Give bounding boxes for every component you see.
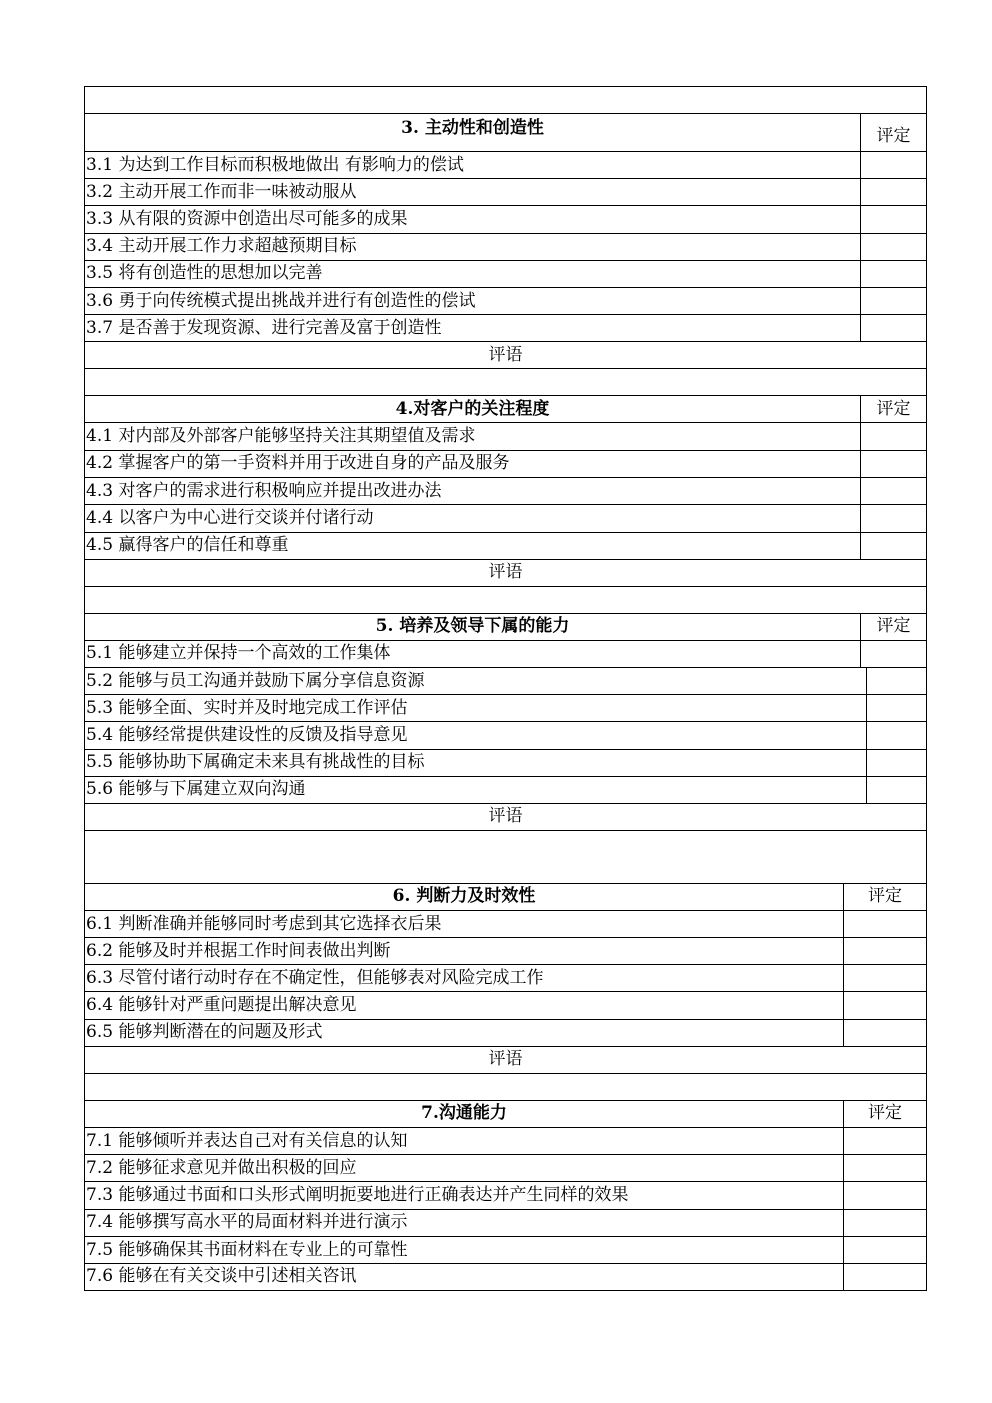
- rating-header: 评定: [860, 614, 926, 640]
- criterion-text: 3.7 是否善于发现资源、进行完善及富于创造性: [86, 317, 442, 338]
- score-cell[interactable]: [860, 423, 926, 449]
- section-header-row: [84, 395, 927, 422]
- section-header-row: [84, 883, 927, 910]
- score-cell[interactable]: [860, 234, 926, 260]
- rating-header: 评定: [843, 1101, 926, 1127]
- score-cell[interactable]: [866, 722, 926, 748]
- criterion-row: [84, 260, 927, 287]
- criterion-text: 6.5 能够判断潜在的问题及形式: [86, 1022, 323, 1043]
- criterion-row: [84, 694, 927, 721]
- criterion-row: [84, 287, 927, 314]
- comment-row[interactable]: [84, 803, 927, 830]
- score-cell[interactable]: [843, 992, 926, 1018]
- criterion-text: 7.2 能够征求意见并做出积极的回应: [86, 1157, 357, 1178]
- criterion-text: 7.5 能够确保其书面材料在专业上的可靠性: [86, 1239, 408, 1260]
- section-title: 4.对客户的关注程度: [395, 398, 550, 419]
- criterion-text: 3.3 从有限的资源中创造出尽可能多的成果: [86, 208, 408, 229]
- score-cell[interactable]: [843, 1237, 926, 1263]
- criterion-row: [84, 504, 927, 531]
- score-cell[interactable]: [860, 152, 926, 178]
- criterion-text: 7.1 能够倾听并表达自己对有关信息的认知: [86, 1130, 408, 1151]
- criterion-row: [84, 1181, 927, 1208]
- criterion-row: [84, 991, 927, 1018]
- criterion-row: [84, 151, 927, 178]
- criterion-text: 4.3 对客户的需求进行积极响应并提出改进办法: [86, 480, 442, 501]
- score-cell[interactable]: [860, 451, 926, 477]
- blank-row: [84, 1073, 927, 1100]
- criterion-text: 6.4 能够针对严重问题提出解决意见: [86, 995, 357, 1016]
- criterion-text: 5.3 能够全面、实时并及时地完成工作评估: [86, 697, 408, 718]
- criterion-row: [84, 964, 927, 991]
- comment-row[interactable]: [84, 559, 927, 586]
- criterion-row: [84, 477, 927, 504]
- section-header-row: [84, 1100, 927, 1127]
- score-cell[interactable]: [843, 1020, 926, 1046]
- criterion-row: [84, 1209, 927, 1236]
- criterion-row: [84, 1019, 927, 1046]
- criterion-text: 5.5 能够协助下属确定未来具有挑战性的目标: [86, 752, 425, 773]
- criterion-row: [84, 1127, 927, 1154]
- comment-label: 评语: [488, 1049, 523, 1070]
- blank-row: [84, 586, 927, 613]
- criterion-row: [84, 667, 927, 694]
- criterion-text: 4.4 以客户为中心进行交谈并付诸行动: [86, 507, 374, 528]
- score-cell[interactable]: [843, 938, 926, 964]
- rating-header: 评定: [860, 114, 926, 151]
- criterion-text: 5.6 能够与下属建立双向沟通: [86, 779, 306, 800]
- score-cell[interactable]: [843, 1128, 926, 1154]
- score-cell[interactable]: [860, 288, 926, 314]
- criterion-row: [84, 205, 927, 232]
- criterion-text: 7.3 能够通过书面和口头形式阐明扼要地进行正确表达并产生同样的效果: [86, 1185, 629, 1206]
- criterion-text: 6.3 尽管付诸行动时存在不确定性，但能够表对风险完成工作: [86, 967, 544, 988]
- criterion-text: 3.4 主动开展工作力求超越预期目标: [86, 236, 357, 257]
- score-cell[interactable]: [843, 965, 926, 991]
- blank-row: [84, 830, 927, 883]
- criterion-row: [84, 233, 927, 260]
- score-cell[interactable]: [860, 261, 926, 287]
- section-header-row: [84, 113, 927, 151]
- comment-label: 评语: [488, 562, 523, 583]
- criterion-text: 7.6 能够在有关交谈中引述相关咨讯: [86, 1266, 357, 1287]
- criterion-text: 5.1 能够建立并保持一个高效的工作集体: [86, 643, 391, 664]
- criterion-row: [84, 1263, 927, 1290]
- score-cell[interactable]: [860, 505, 926, 531]
- criterion-row: [84, 422, 927, 449]
- section-title: 5. 培养及领导下属的能力: [375, 616, 570, 637]
- criterion-row: [84, 178, 927, 205]
- score-cell[interactable]: [860, 533, 926, 559]
- criterion-text: 3.5 将有创造性的思想加以完善: [86, 263, 323, 284]
- criterion-row: [84, 776, 927, 803]
- score-cell[interactable]: [860, 478, 926, 504]
- section-header-row: [84, 613, 927, 640]
- comment-row[interactable]: [84, 341, 927, 368]
- criterion-text: 3.2 主动开展工作而非一味被动服从: [86, 181, 357, 202]
- score-cell[interactable]: [843, 1155, 926, 1181]
- criterion-text: 4.1 对内部及外部客户能够坚持关注其期望值及需求: [86, 425, 476, 446]
- score-cell[interactable]: [860, 179, 926, 205]
- criterion-row: [84, 532, 927, 559]
- score-cell[interactable]: [866, 695, 926, 721]
- criterion-text: 4.2 掌握客户的第一手资料并用于改进自身的产品及服务: [86, 453, 510, 474]
- criterion-row: [84, 721, 927, 748]
- blank-row: [84, 368, 927, 395]
- section-title: 6. 判断力及时效性: [392, 886, 536, 907]
- criterion-row: [84, 749, 927, 776]
- score-cell[interactable]: [843, 1264, 926, 1289]
- score-cell[interactable]: [866, 668, 926, 694]
- rating-header: 评定: [843, 884, 926, 910]
- criterion-text: 6.2 能够及时并根据工作时间表做出判断: [86, 940, 391, 961]
- criterion-text: 3.1 为达到工作目标而积极地做出 有影响力的偿试: [86, 154, 464, 175]
- score-cell[interactable]: [860, 641, 926, 667]
- comment-label: 评语: [488, 806, 523, 827]
- score-cell[interactable]: [866, 777, 926, 803]
- criterion-text: 4.5 赢得客户的信任和尊重: [86, 535, 289, 556]
- score-cell[interactable]: [843, 1210, 926, 1236]
- section-title: 7.沟通能力: [421, 1103, 507, 1124]
- criterion-row: [84, 640, 927, 667]
- score-cell[interactable]: [843, 911, 926, 937]
- rating-header: 评定: [860, 396, 926, 422]
- comment-label: 评语: [488, 344, 523, 365]
- criterion-row: [84, 937, 927, 964]
- criterion-row: [84, 910, 927, 937]
- criterion-row: [84, 450, 927, 477]
- blank-row: [84, 86, 927, 113]
- evaluation-form-table: [84, 86, 927, 1291]
- comment-row[interactable]: [84, 1046, 927, 1073]
- criterion-text: 7.4 能够撰写高水平的局面材料并进行演示: [86, 1212, 408, 1233]
- criterion-row: [84, 1236, 927, 1263]
- criterion-text: 3.6 勇于向传统模式提出挑战并进行有创造性的偿试: [86, 290, 476, 311]
- criterion-row: [84, 314, 927, 341]
- criterion-text: 6.1 判断准确并能够同时考虑到其它选择衣后果: [86, 913, 442, 934]
- section-title: 3. 主动性和创造性: [401, 118, 544, 138]
- criterion-text: 5.4 能够经常提供建设性的反馈及指导意见: [86, 724, 408, 745]
- criterion-text: 5.2 能够与员工沟通并鼓励下属分享信息资源: [86, 670, 425, 691]
- score-cell[interactable]: [860, 206, 926, 232]
- score-cell[interactable]: [860, 315, 926, 341]
- score-cell[interactable]: [843, 1182, 926, 1208]
- criterion-row: [84, 1154, 927, 1181]
- score-cell[interactable]: [866, 750, 926, 776]
